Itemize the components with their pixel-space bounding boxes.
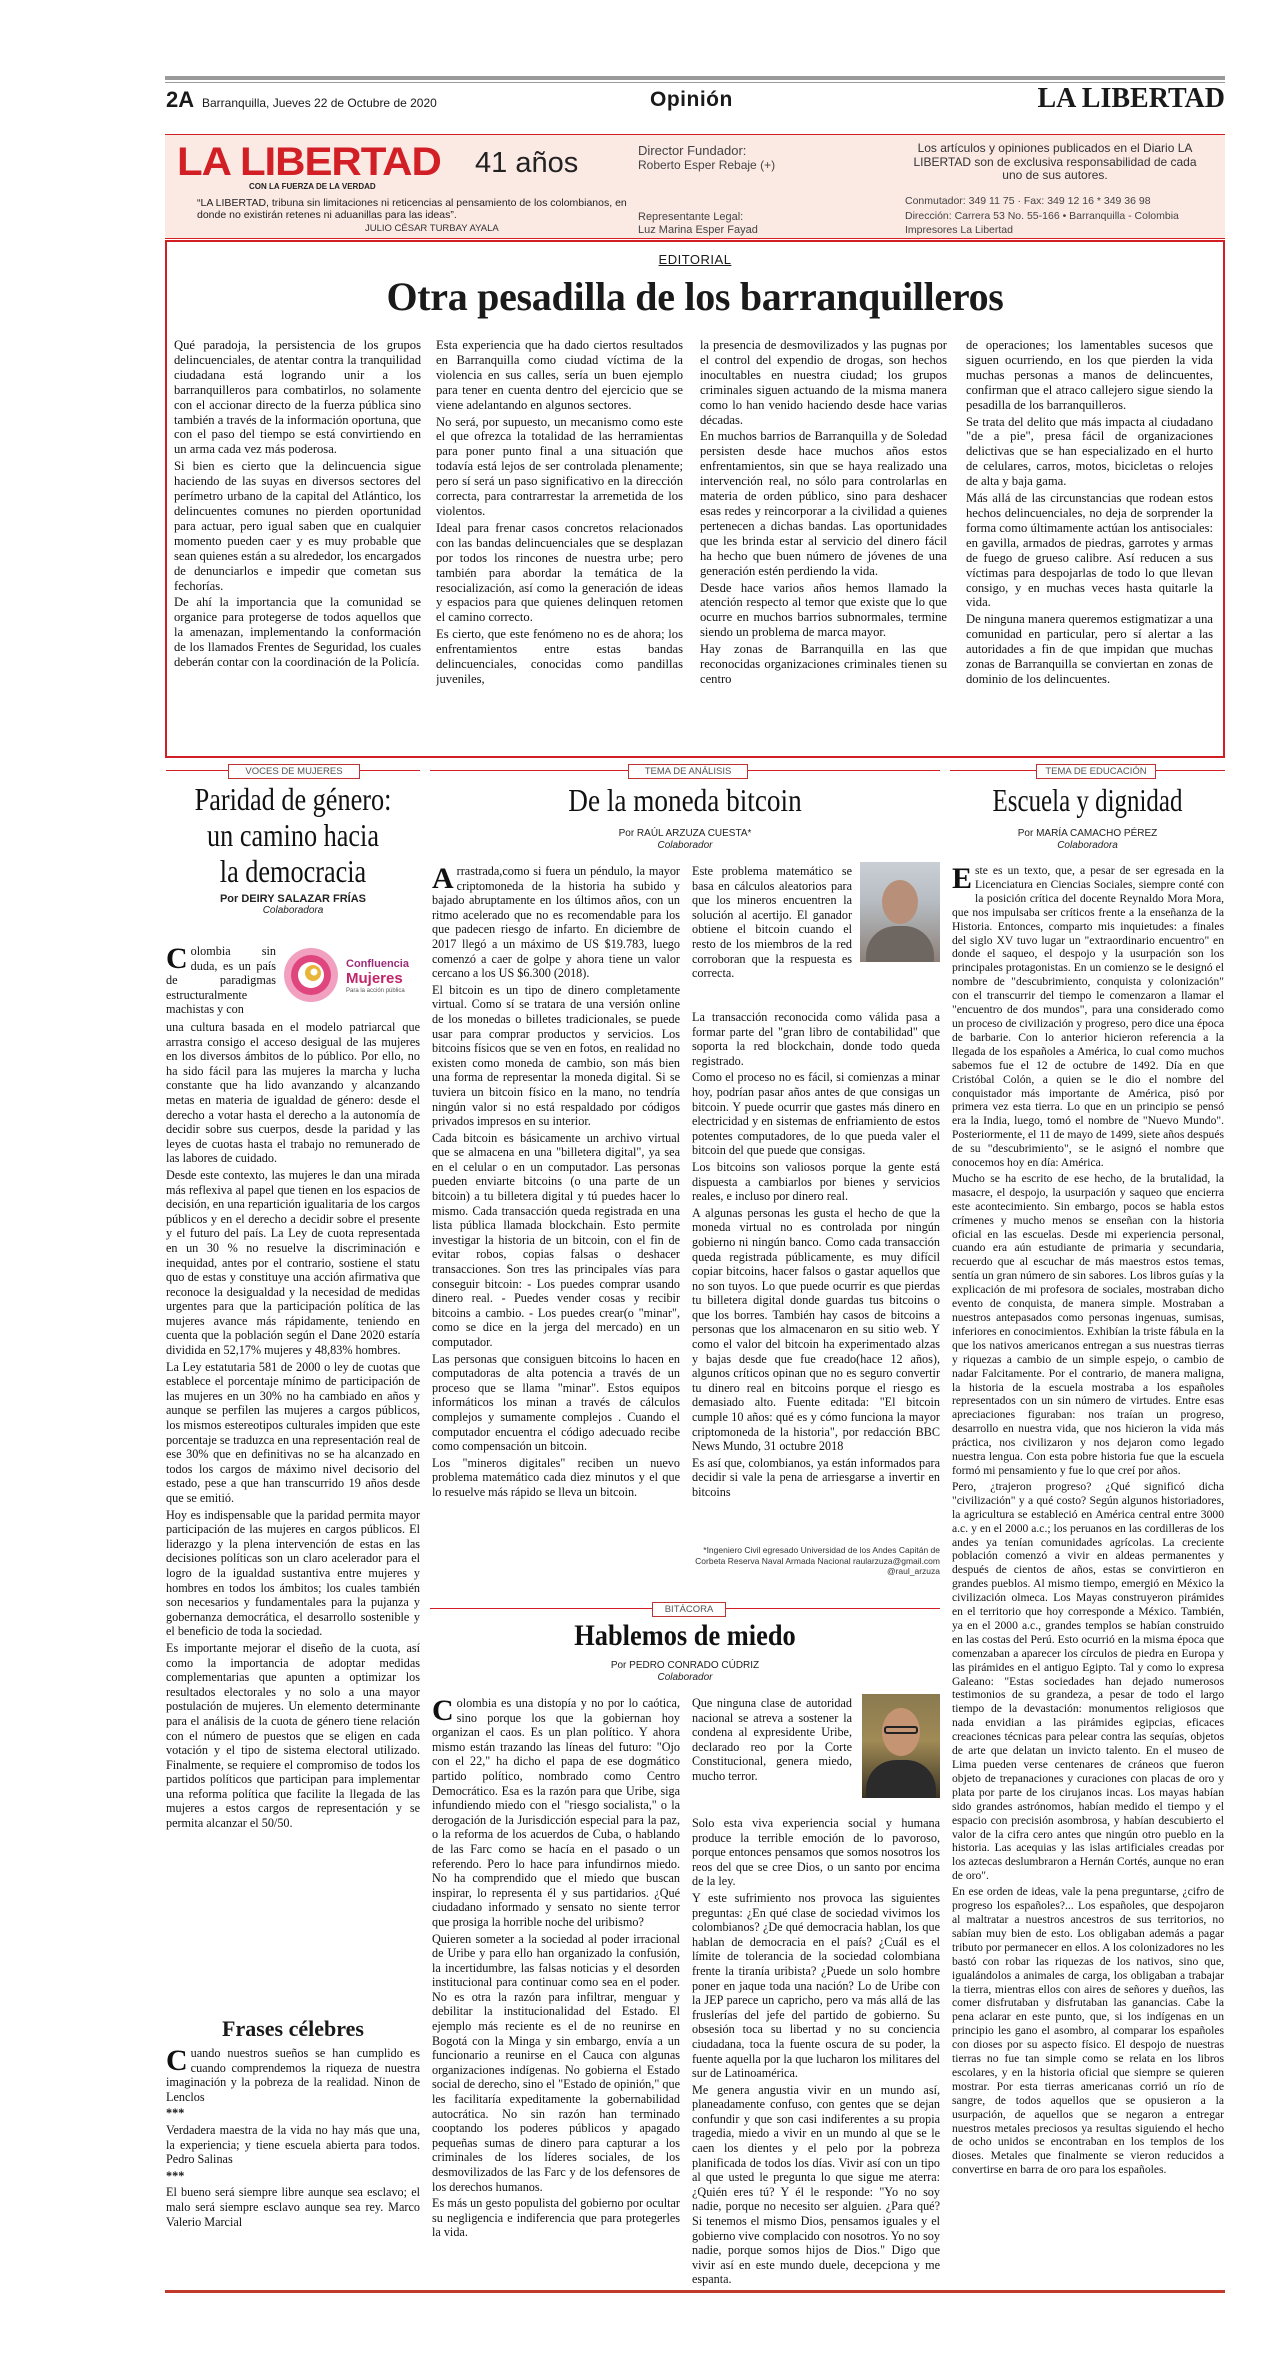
paragraph: De ninguna manera queremos estigmatizar a una comunidad en particular, pero sí alertar a las autoridades a fin de que impidan que muchas zonas de Barranquilla se conviertan en zonas de dominio de los delincuentes. bbox=[966, 612, 1213, 686]
legal-name: Luz Marina Esper Fayad bbox=[638, 224, 758, 236]
paragraph: Qué paradoja, la persistencia de los grupos delincuenciales, de atentar contra la tranquilidad ciudadana está logrando unir a los barranquilleros para combatirlos, no solamente con el accionar directo de la fuerza pública sino también a través de la información oportuna, que con el paso del tiempo se está convirtiendo en un arma cada vez más poderosa. bbox=[174, 338, 421, 457]
photo-head bbox=[882, 880, 918, 924]
left-title-line-1: Paridad de género: bbox=[194, 781, 392, 817]
editorial-column-3 bbox=[700, 338, 947, 743]
paragraph: Las personas que consiguen bitcoins lo hacen en computadoras de alta potencia a través de un proceso que se llama "minar". Estos equipos informáticos los minan a través de cálculos complejos y sumamente complejos . Cuando el computador encuentra el código adecuado recibe como compensación un bitcoin. bbox=[432, 1351, 680, 1454]
bitcoin-byline: Por RAÚL ARZUZA CUESTA* bbox=[618, 828, 752, 839]
paragraph: la presencia de desmovilizados y las pugnas por el control del expendio de drogas, son hechos inocultables en nuestra ciudad; los grupos criminales siguen actuando de la misma manera como lo han venido haciendo desde hace varias décadas. bbox=[700, 338, 947, 427]
miedo-column-2 bbox=[692, 1816, 940, 2288]
confluencia-logo bbox=[280, 940, 420, 1020]
editorial-column-4 bbox=[966, 338, 1213, 743]
paragraph: Hoy es indispensable que la paridad permita mayor participación de las mujeres en cargos públicos. El liderazgo y la plena intervención de estas en las decisiones políticas son un claro acelerador para el logro de la igualdad sustantiva entre mujeres y hombres en todos los ámbitos; los cuales también son necesarios y fundamentales para la pujanza y gobernanza democrática, el desarrollo sostenible y el beneficio de toda la sociedad. bbox=[166, 1507, 420, 1639]
photo-shoulders bbox=[866, 1760, 936, 1798]
anniversary-years: 41 años bbox=[475, 147, 579, 179]
editorial-column-2 bbox=[436, 338, 683, 743]
paragraph: Colombia es una distopía y no por lo caótica, sino porque los que la gobiernan hoy organizan el caos. Es un plan político. Y ahora mismo están trazando las líneas del futuro: "Ojo con el 22," ha dicho el papa de ese dogmático partido político, nombrado como Centro Democrático. Esa es la razón para que Uribe, siga infundiendo miedo con el "riesgo socialista," o la derogación de la Jurisdicción especial para la paz, o la reforma de los acuerdos de Cuba, o hablando de las Farc como se hacía en el pasado o un referendo. Pero lo hace para infundirnos miedo. No ha comprendido que el miedo que buscan inspirar, lo representa él y sus partidarios. ¿Qué ciudadano informado y sensato no siente terror que prosiga la horrible noche del uribismo? bbox=[432, 1696, 680, 1929]
page-tag: 2A bbox=[166, 87, 195, 112]
legal-label: Representante Legal: bbox=[638, 211, 744, 223]
paragraph: de operaciones; los lamentables sucesos que siguen ocurriendo, en los que pierden la vida muchas personas a manos de delincuentes, confirman que el atraco callejero sigue siendo la pesadilla de los barranquilleros. bbox=[966, 338, 1213, 412]
address: Dirección: Carrera 53 No. 55-166 • Barranquilla - Colombia bbox=[905, 210, 1179, 222]
bitcoin-byline-role: Colaborador bbox=[657, 840, 713, 851]
miedo-byline: Por PEDRO CONRADO CÚDRIZ bbox=[610, 1660, 760, 1671]
editorial-label: EDITORIAL bbox=[658, 252, 732, 267]
paragraph: En muchos barrios de Barranquilla y de Soledad persisten desde hace muchos años estos enfrentamientos, sin que se haya realizado una intervención real, no sólo para controlarlas en materia de orden público, sino para deshacer esas redes y reincorporar a la civilidad a quienes pertenecen a dichas bandas. Las oportunidades que les brinda estar al servicio del dinero fácil ha hecho que buen número de jóvenes de una generación estén perdiendo la vida. bbox=[700, 429, 947, 578]
paragraph: Pero, ¿trajeron progreso? ¿Qué significó dicha "civilización" y a qué costo? Según algunos historiadores, la agricultura se estableció en América central entre 3000 a.c. y en el 2000 a.c.; los peruanos en las cordilleras de los andes ya tenían comunidades agrícolas. La creciente población comenzó a vivir en aldeas permanentes y después de cientos de años, estas se convirtieron en grandes pueblos. Al mismo tiempo, emergió en México la civilización olmeca. Los Mayas construyeron pirámides en el territorio que hoy corresponde a México. También, ya en el 2000 a.c., grandes templos se habían construido en las costas del Perú. Esto ocurrió en la misma época que comenzaban a aparecer los círculos de piedra en Europa y las pirámides en el antiguo Egipto. Tal y como lo expresa Galeano: "Estas sociedades han dejado numerosos testimonios de su grandeza, a pesar de todo el largo tiempo de la devastación: monumentos religiosos que nada envidian a las pirámides egipcias, eficaces creaciones técnicas para pelear contra las sequías, objetos de arte que delatan un invicto talento. En el museo de Lima pueden verse centenares de cráneos que fueron objeto de trepanaciones y curaciones con placas de oro y plata por parte de los cirujanos incas. Los mayas habían sido grandes astrónomos, habían medido el tiempo y el espacio con precisión asombrosa, y habían descubierto el valor de la cifra cero antes que ningún otro pueblo en la historia. Las acequias y las islas artificiales creadas por los aztecas deslumbraron a Hernán Cortés, aunque no eran de oro". bbox=[952, 1479, 1224, 1883]
paragraph: Los "mineros digitales" reciben un nuevo problema matemático cada diez minutos y el que lo resuelve más rápido se lleva un bitcoin. bbox=[432, 1455, 680, 1499]
paragraph: Si bien es cierto que la delincuencia sigue haciendo de las suyas en diversos sectores del perímetro urbano de la capital del Atlántico, los delincuentes comunes no pierden oportunidad para actuar, pero igual saben que en cualquier momento pueden caer y es muy probable que sean quienes están a su alrededor, los encargados de denunciarlos e impedir que cometan sus fechorías. bbox=[174, 459, 421, 593]
spiral-logo-icon bbox=[280, 944, 342, 1006]
bitcoin-column-2 bbox=[692, 1010, 940, 1540]
left-title-line-2: un camino hacia bbox=[207, 817, 379, 853]
page-date: Barranquilla, Jueves 22 de Octubre de 2020 bbox=[202, 96, 437, 110]
bitcoin-column-2-top: Este problema matemático se basa en cálculos aleatorios para que los mineros encuentren la solución al acertijo. El ganador obtiene el bitcoin cuando el resto de los miembros de la red corroboran que la respuesta es correcta. bbox=[692, 864, 852, 981]
paragraph: Es cierto, que este fenómeno no es de ahora; los enfrentamientos entre estas bandas delincuenciales, conocidas como pandillas juveniles, bbox=[436, 627, 683, 686]
paragraph: Se trata del delito que más impacta al ciudadano "de a pie", presa fácil de organizaciones delictivas que se han especializado en el hurto de celulares, carros, motos, bicicletas o relojes de alta y baja gama. bbox=[966, 414, 1213, 489]
left-article-intro: Colombia sin duda, es un país de paradigmas estructuralmente machistas y con bbox=[166, 944, 276, 1017]
escuela-byline: Por MARÍA CAMACHO PÉREZ bbox=[1017, 828, 1158, 839]
logo-word-mujeres: Mujeres bbox=[346, 970, 403, 987]
paragraph: La transacción reconocida como válida pasa a formar parte del "gran libro de contabilidad" que soporta la red blockchain, donde todo queda registrado. bbox=[692, 1010, 940, 1068]
author-photo-cudriz bbox=[862, 1694, 940, 1798]
left-byline-role: Colaboradora bbox=[262, 905, 324, 916]
paragraph: Este es un texto, que, a pesar de ser egresada en la Licenciatura en Ciencias Sociales, siempre conté con la posición crítica del docente Reynaldo Mora Mora, que nos impulsaba ser críticos frente a la enseñanza de la Historia. Entonces, comparto mis inquietudes: a finales del siglo XV tuvo lugar un "extraordinario encuentro" en donde el saqueo, el despojo y la usurpación son los principales protagonistas. En un comienzo se le designó el nombre de "descubrimiento, conquista y colonización" con el transcurrir del tiempo le comenzaron a llamar el "encuentro de dos mundos", para una considerado como un proceso de civilización y progreso, pero dice una época de barbarie. Con lo anterior hicieron referencia a la llegada de los españoles a América, lo cual como muchos sabemos fue el 12 de octubre de 1492. Día en que Cristóbal Colón, a quien se le dio el nombre del conquistador más importante de América, pisó por primera vez esta tierra. Lo que en un principio se pensó era la India, luego, tomó el nombre de "Nuevo Mundo". Posteriormente, el 11 de mayo de 1499, siete años después de su "descubrimiento", se le asignó el nombre que conocemos hoy en día: América. bbox=[952, 864, 1224, 1170]
logo-word-confluencia: Confluencia bbox=[346, 958, 409, 970]
escuela-title: Escuela y dignidad bbox=[992, 782, 1183, 818]
bitcoin-title: De la moneda bitcoin bbox=[568, 782, 802, 818]
top-rule bbox=[165, 76, 1225, 80]
printer: Impresores La Libertad bbox=[905, 224, 1013, 236]
bitcoin-column-1 bbox=[432, 864, 680, 1606]
paragraph: Y este sufrimiento nos provoca las siguientes preguntas: ¿En qué clase de sociedad vivimos los colombianos? ¿De qué democracia hablan, los que hablan de democracia en el país? ¿Cuál es el límite de tolerancia de la sociedad colombiana frente la tiranía uribista? ¿Puede un solo hombre poner en jaque toda una nación? Lo de Uribe con la JEP parece un capricho, pero va más allá de las fruslerías del jefe del partido de gobierno. Su obsesión toca su libertad y no su conciencia ciudadana, toca la fuente oscura de su poder, la fuente aquella por la que lucharon los militares del sur de Latinoamérica. bbox=[692, 1890, 940, 2081]
paragraph: Quieren someter a la sociedad al poder irracional de Uribe y para ello han organizado la confusión, la incertidumbre, las falsas noticias y el desorden institucional para continuar como sea en el poder. No es otra la razón para infiltrar, menguar y debilitar la institucionalidad del Estado. El ejemplo más reciente es el de no reunirse en Bogotá con la Minga y sin embargo, envía a un funcionario a reunirse en el Cauca con algunas organizaciones indígenas. No gobierna el Estado social de derecho, sino el "Estado de opinión," que les facilitaría expeditamente la gobernabilidad autocrática. No sin razón han terminado cooptando los poderes públicos y apagado pequeñas sumas de dinero para capturar a los criminales de los líderes sociales, de los desmovilizados de las Farc y de los defensores de los derechos humanos. bbox=[432, 1931, 680, 2194]
escuela-body bbox=[952, 864, 1224, 2288]
paragraph: Es más un gesto populista del gobierno por ocultar su negligencia e indiferencia que para protegerles la vida. bbox=[432, 2196, 680, 2240]
author-photo-arzuza bbox=[860, 862, 940, 962]
paragraph: Solo esta viva experiencia social y humana produce la terrible emoción de lo pavoroso, porque entonces pensamos que somos nosotros los reos del que se cree Dios, o un santo por encima de la ley. bbox=[692, 1816, 940, 1889]
miedo-title: Hablemos de miedo bbox=[574, 1619, 796, 1652]
motto-author: JULIO CÉSAR TURBAY AYALA bbox=[365, 223, 499, 234]
frase-3: El bueno será siempre libre aunque sea esclavo; el malo será siempre esclavo aunque sea rey. Marco Valerio Marcial bbox=[166, 2185, 420, 2229]
paragraph: Esta experiencia que ha dado ciertos resultados en Barranquilla como ciudad víctima de la violencia en sus calles, sería un buen ejemplo para tener en cuenta dentro del ejercicio que se viene adelantando en algunos sectores. bbox=[436, 338, 683, 412]
paragraph: Más allá de las circunstancias que rodean estos hechos delincuenciales, no deja de sorprender la forma como últimamente actúan los antisociales: en gavilla, armados de piedras, garrotes y armas de fuego de grueso calibre. Así reducen a sus víctimas para despojarlas de todo lo que llevan consigo, y en muchas veces hasta quitarle la vida. bbox=[966, 491, 1213, 610]
paragraph: En ese orden de ideas, vale la pena preguntarse, ¿cifro de progreso los españoles?... Los españoles, que despojaron al maltratar a nuestros ancestros de sus territorios, no sabían muy bien de esto. Los obligaban además a pagar tributo por permanecer en ellos. A los colonizadores no les bastó con robar las riquezas de los nativos, sino que, igualándolos a animales de carga, los obligaban a trabajar la tierra, mientras ellos con aires de señores y dueños, las comer disfrutaban y disfrutaban las ganancias. Cabe la pena aclarar en este punto, que, si los indígenas en un principio les gano el asombro, al comparar los españoles con dioses por su aspecto físico. El despojo de nuestras tierras no fue tan simple como se relata en los libros escolares, y en la historia oficial que siempre se quieren mostrar. Por esta tierras americanas corrió un río de sangre, de todos aquellos que se opusieron a la usurpación, de aquellos que se negaron a entregar nuestros metales preciosos ya resultas siguiendo el hecho de ocho unidos se encontraban en los templos de los dioses. Metales que finalmente se vieron reducidos a convertirse en barra de oro para los españoles. bbox=[952, 1885, 1224, 2177]
photo-glasses bbox=[884, 1726, 918, 1734]
logo-text: LA LIBERTAD bbox=[177, 140, 441, 184]
bitacora-label: BITÁCORA bbox=[652, 1602, 726, 1617]
paper-name: LA LIBERTAD bbox=[1037, 83, 1225, 114]
frase-2: Verdadera maestra de la vida no hay más que una, la experiencia; y tiene escuela abierta para todos. Pedro Salinas bbox=[166, 2122, 420, 2167]
left-article-body bbox=[166, 1020, 420, 2010]
founder-name: Roberto Esper Rebaje (+) bbox=[638, 158, 776, 172]
paragraph: Mucho se ha escrito de ese hecho, de la brutalidad, la masacre, el despojo, la usurpación y saqueo que encierra este acontecimiento. Sin embargo, pocos se habla estos crímenes y mucho menos se enseñan con la historia oficial en las escuelas. Desde mi experiencia personal, cuando era aún estudiante de primaria y secundaria, recuerdo que al escuchar de más maestros estos temas, sentía un gran número de sin sabores. Los libros guías y la explicación de mi profesora de sociales, mostraban dicho evento de conquista, de manera simple. Mostraban a nuestros antepasados como personas ingenuas, sumisas, inferiores en conocimientos. Exhibían la triste fábula en la que los nativos americanos entregan a sus nuestras tierras y riquezas a cambio de un simple espejo, o cambio de nadar Falcitamente. Por el contrario, de manera maligna, la historia de la escuela mostraba a los españoles representados con un sin número de virtudes. Entre esas apreciaciones figuraban: nos traían un progreso, desarrollo en nuestra vida, que nos hicieron la vida más práctica, nos civilizaron y nos dejaron como legado nuestra lengua. Con esta pobre historia fue que la escuela formó mi pensamiento y fue lo que creí por años. bbox=[952, 1171, 1224, 1477]
photo-shoulders bbox=[866, 926, 934, 962]
paragraph: Cada bitcoin es básicamente un archivo virtual que se almacena en una "billetera digital", ya sea en el celular o en un computador. Las personas pueden enviarte bitcoins (o una parte de un bitcoin) a tu billetera digital y tú puedes hacer lo mismo. Cada transacción queda registrada en una lista pública llamada blockchain. Esto permite investigar la historia de un bitcoin, con el fin de evitar robos, copias falsas o deshacer transacciones. Son tres las principales vías para conseguir bitcoin: - Los puedes comprar usando dinero real. - Puedes vender cosas y recibir bitcoins a cambio. - Los puedes crear(o "minar", como se dice en la jerga del mercado) en un computador. bbox=[432, 1130, 680, 1349]
paragraph: De ahí la importancia que la comunidad se organice para protegerse de todos aquellos que la amenazan, implementando la conformación de los llamados Frentes de Seguridad, los cuales deberán contar con la coordinación de la Policía. bbox=[174, 595, 421, 670]
miedo-column-1 bbox=[432, 1696, 680, 2288]
disclaimer: Los artículos y opiniones publicados en el Diario LA LIBERTAD son de exclusiva responsabilidad de cada uno de sus autores. bbox=[913, 141, 1197, 182]
phones: Conmutador: 349 11 75 · Fax: 349 12 16 * 349 36 98 bbox=[905, 195, 1151, 207]
paragraph: A algunas personas les gusta el hecho de que la moneda virtual no es controlada por ningún gobierno ni ningún banco. Como cada transacción queda registrada públicamente, es muy difícil copiar bitcoins, hacer falsos o gastar aquellos que no son tuyos. Lo que puede ocurrir es que pierdas tu billetera digital donde guardas tus bitcoins o que los borres. También hay casos de bitcoins a personas que los almacenaron en su sitio web. Y como el valor del bitcoin ha experimentado alzas y bajas desde que fue creado(hace 12 años), algunos críticos opinan que no es seguro convertir tu dinero real en bitcoins porque el riesgo es demasiado alto. Fuente editada: "El bitcoin cumple 10 años: qué es y cómo funciona la mayor criptomoneda de la historia", por redacción BBC News Mundo, 31 octubre 2018 bbox=[692, 1205, 940, 1454]
left-title-line-3: la democracia bbox=[219, 853, 367, 889]
paragraph: Ideal para frenar casos concretos relacionados con las bandas delincuenciales que se desplazan por todos los rincones de nuestra urbe; pero también para abordar la temática de la resocialización, así como la generación de ideas y espacios para que quienes delinquen retomen el camino correcto. bbox=[436, 520, 683, 625]
frase-separator-2: *** bbox=[166, 2168, 185, 2183]
right-section-label: TEMA DE EDUCACIÓN bbox=[1036, 764, 1156, 779]
editorial-title: Otra pesadilla de los barranquilleros bbox=[386, 274, 1004, 319]
masthead-motto: “LA LIBERTAD, tribuna sin limitaciones ni reticencias al pensamiento de los colombianos, en donde no existirán retenes ni aduanillas para las ideas”. bbox=[197, 197, 627, 221]
paragraph: Los bitcoins son valiosos porque la gente está dispuesta a cambiarlos por bienes y servicios reales, e incluso por dinero real. bbox=[692, 1159, 940, 1204]
paragraph: Me genera angustia vivir en un mundo así, planeadamente confuso, con gentes que se dejan confundir y que son casi indiferentes a su propia tragedia, miedo a vivir en un mundo al que se le caen los dientes y el pelo por la pobreza planificada de todos los días. Vivir así con un tipo al que usted le pregunta lo que sigue me aterra: ¿Quién eres tú? Y él le responde: "Yo no soy nadie, porque no necesito ser alguien. ¿Para qué? Si tenemos el mismo Dios, pensamos iguales y el gobierno vive complacido con nosotros. Yo no soy nadie, porque somos hijos de Dios." Digo que vivir así en este mundo duele, decepciona y me espanta. bbox=[692, 2082, 940, 2287]
paragraph: Es importante mejorar el diseño de la cuota, así como la importancia de adoptar medidas complementarias que apunten a optimizar los resultados electorales y no solo a una mayor postulación de mujeres. Un elemento determinante para el análisis de la cuota de género tiene relación con el número de puestos que se eligen en cada votación y el tipo de sistema electoral utilizado. Finalmente, se requiere el compromiso de todos los partidos políticos que participan para implementar una reforma política que facilite la llegada de las mujeres a estos cargos de representación y se permita alcanzar el 50/50. bbox=[166, 1640, 420, 1831]
bottom-rule bbox=[165, 2290, 1225, 2293]
left-section-label: VOCES DE MUJERES bbox=[228, 764, 360, 779]
middle-section-label: TEMA DE ANÁLISIS bbox=[628, 764, 748, 779]
frase-separator-1: *** bbox=[166, 2106, 185, 2121]
paragraph: Desde hace varios años hemos llamado la atención respecto al temor que existe que lo que ocurre en muchos barrios subnormales, termine siendo un problema de marca mayor. bbox=[700, 580, 947, 640]
paragraph: Hay zonas de Barranquilla en las que reconocidas organizaciones criminales tienen su centro bbox=[700, 642, 947, 686]
frases-title: Frases célebres bbox=[222, 2016, 364, 2041]
paragraph: Es así que, colombianos, ya están informados para decidir si vale la pena de arriesgarse a invertir en bitcoins bbox=[692, 1455, 940, 1499]
editorial-column-1 bbox=[174, 338, 421, 743]
miedo-byline-role: Colaborador bbox=[657, 1672, 713, 1683]
bitcoin-footnote: *Ingeniero Civil egresado Universidad de los Andes Capitán de Corbeta Reserva Naval Armada Nacional raularzuza@gmail.com @raul_arzuza bbox=[695, 1545, 940, 1576]
paragraph: Desde este contexto, las mujeres le dan una mirada más reflexiva al papel que tienen en los espacios de decisión, en una repartición igualitaria de los cargos públicos y en el derecho a decidir sobre el presente y el futuro del país. La Ley de cuota representada en un 30 % no resuelve la discriminación e inequidad, antes por el contrario, sostiene el statu quo de estas y constituye una acción afirmativa que reconoce la desigualdad y la necesidad de medidas urgentes para que la participación política de las mujeres avance más rápidamente, teniendo en cuenta que la población según el Dane 2020 estaría dividida en 52,17% mujeres y 48,83% hombres. bbox=[166, 1167, 420, 1358]
logo-slogan: CON LA FUERZA DE LA VERDAD bbox=[249, 182, 376, 191]
paragraph: Arrastrada,como si fuera un péndulo, la mayor criptomoneda de la historia ha subido y bajado abruptamente en los últimos años, con un ritmo acelerado que no es recomendable para los que padecen riesgo de infarto. En diciembre de 2017 llegó a un máximo de US $19.783, luego comenzó a caer de golpe y ahora tiene un valor cercano a los US $6.300 (2018). bbox=[432, 864, 680, 981]
paragraph: La Ley estatutaria 581 de 2000 o ley de cuotas que establece el porcentaje mínimo de participación de las mujeres en un 30% no ha cambiado en años y aunque se perfilen las mujeres a cargos públicos, los mismos estereotipos culturales impiden que este porcentaje se traduzca en una representación real de ese 30% que en definitivas no se ha alcanzado en todos los cargos de máximo nivel decisorio del estado, pese a que han transcurrido 19 años desde que se emitió. bbox=[166, 1359, 420, 1505]
left-byline: Por DEIRY SALAZAR FRÍAS bbox=[219, 893, 367, 905]
paragraph: No será, por supuesto, un mecanismo como este el que ofrezca la totalidad de las herramientas para poner punto final a una situación que todavía está lejos de ser controlada plenamente; pero sí será un paso significativo en la dirección correcta, para contrarrestar la arremetida de los violentos. bbox=[436, 414, 683, 518]
logo-tagline: Para la acción pública bbox=[346, 988, 405, 994]
masthead-box bbox=[165, 134, 1225, 239]
miedo-column-2-top: Que ninguna clase de autoridad nacional se atreva a sostener la condena al expresidente Uribe, declarado reo por la Corte Constitucional, genera miedo, mucho terror. bbox=[692, 1696, 852, 1783]
frase-1: Cuando nuestros sueños se han cumplido es cuando comprendemos la riqueza de nuestra imaginación y la pobreza de la realidad. Ninon de Lenclos bbox=[166, 2046, 420, 2104]
founder-label: Director Fundador: bbox=[638, 143, 747, 158]
paragraph: una cultura basada en el modelo patriarcal que arrastra consigo el acceso desigual de las mujeres en los diversos ámbitos de lo público. Por ello, no ha sido fácil para las mujeres la marcha y lucha constante que ha lido avanzando y alcanzando metas en materia de igualdad de género: desde el derecho a votar hasta el derecho a la autonomía de decidir sobre sus cuerpos, desde la paridad y las leyes de cuotas hasta el trabajo no remunerado de las labores de cuidado. bbox=[166, 1020, 420, 1166]
paragraph: El bitcoin es un tipo de dinero completamente virtual. Como sí se tratara de una versión online de los monedas o billetes tradicionales, se puede usar para comprar productos y servicios. Los bitcoins físicos que se ven en fotos, en realidad no existen como moneda de cambio, son más bien una forma de representar la moneda digital. Si se tuviera un bitcoin físico en la mano, no tendría ningún valor si no está respaldado por códigos privados impresos en su interior. bbox=[432, 982, 680, 1129]
section-title: Opinión bbox=[650, 88, 733, 111]
escuela-byline-role: Colaboradora bbox=[1057, 840, 1118, 851]
frases-list bbox=[166, 2046, 420, 2256]
paragraph: Como el proceso no es fácil, si comienzas a minar hoy, podrían pasar años antes de que consigas un bitcoin. Y puede ocurrir que gastes más dinero en electricidad y en sistemas de enfriamiento de estos potentes computadores, de lo que pueda valer el bitcoin del que puede que consigas. bbox=[692, 1070, 940, 1158]
